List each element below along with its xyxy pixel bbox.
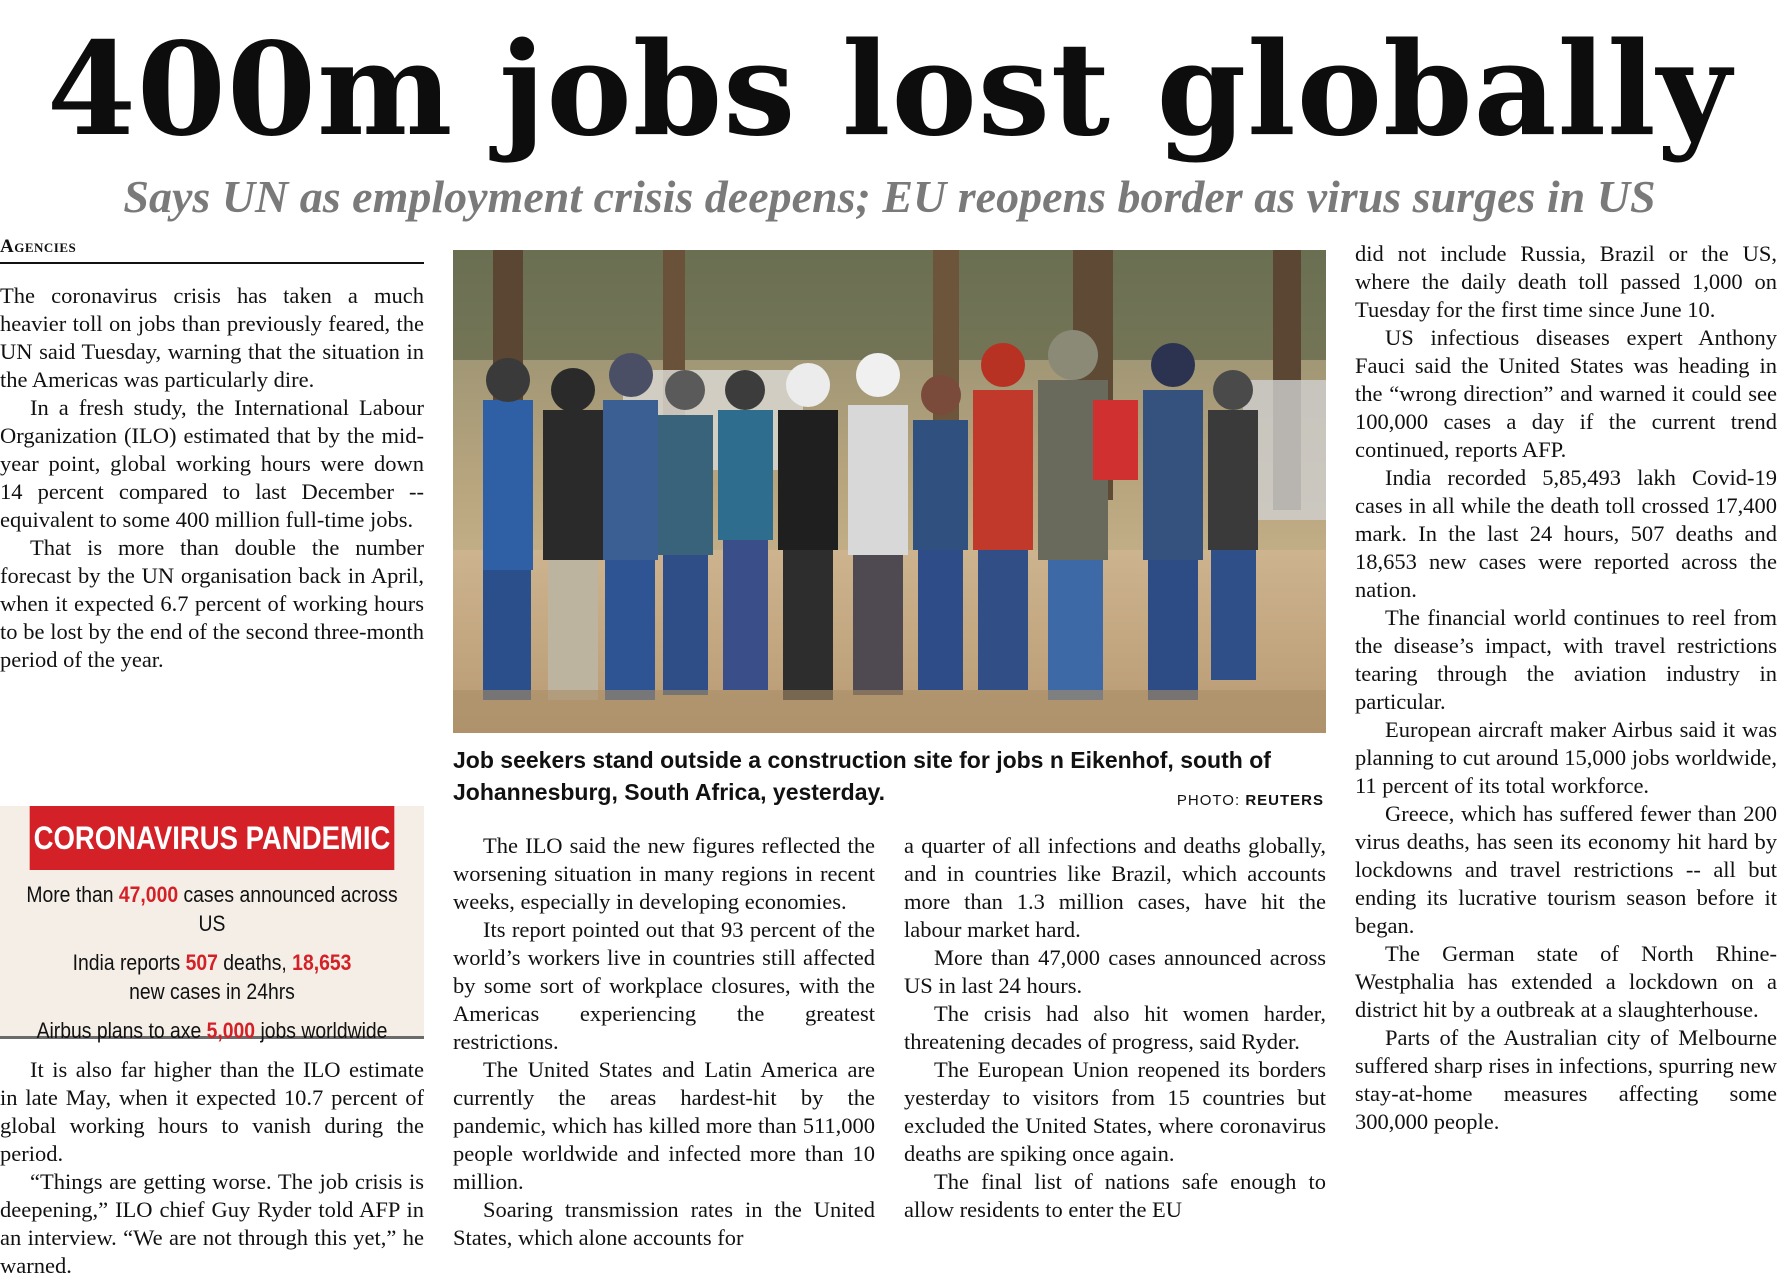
job-seekers-photo-illustration [453,250,1326,733]
paragraph: European aircraft maker Airbus said it was planning to cut around 15,000 jobs worldwide, 11 percent of its total workforce. [1355,717,1777,798]
paragraph: US infectious diseases expert Anthony Fauci said the United States was heading in the “wrong direction” and warned it could see 100,000 cases a day if the current trend continued, reports AFP. [1355,325,1777,462]
factbox-item-airbus: Airbus plans to axe 5,000 jobs worldwide [36,1018,388,1043]
paragraph: Soaring transmission rates in the United States, which alone accounts for [453,1197,875,1250]
news-photo [453,250,1326,733]
factbox-item-india: India reports 507 deaths, 18,653 new cases in 24hrs [72,950,352,1004]
paragraph: That is more than double the number forecast by the UN organisation back in April, when it expected 6.7 percent of working hours to be lost by the end of the second three-month period of the year. [0,535,424,672]
paragraph: The crisis had also hit women harder, threatening decades of progress, said Ryder. [904,1001,1326,1054]
photo-credit: PHOTO: REUTERS [1176,792,1324,809]
paragraph: The financial world continues to reel from the disease’s impact, with travel restrictions tearing through the aviation industry in particular. [1355,605,1777,714]
paragraph: The United States and Latin America are currently the areas hardest-hit by the pandemic, which has killed more than 511,000 people worldwide and infected more than 10 million. [453,1057,875,1194]
paragraph: Its report pointed out that 93 percent of the world’s workers live in countries still affected by some sort of workplace closures, with the Americas experiencing the greatest restrictions. [453,917,875,1054]
paragraph: Greece, which has suffered fewer than 200 virus deaths, has seen its economy hit hard by lockdowns and travel restrictions -- all but ending its lucrative tourism season before it began. [1355,801,1777,938]
column-2 [453,832,875,1252]
headline: 400m jobs lost globally [46,15,1733,165]
paragraph: Parts of the Australian city of Melbourne suffered sharp rises in infections, spurring new stay-at-home measures affecting some 300,000 people. [1355,1025,1777,1134]
factbox-item-us-cases: More than 47,000 cases announced across US [26,882,398,936]
paragraph: It is also far higher than the ILO estimate in late May, when it expected 10.7 percent of global working hours to vanish during the period. [0,1057,424,1166]
paragraph: The final list of nations safe enough to allow residents to enter the EU [904,1169,1326,1222]
paragraph: did not include Russia, Brazil or the US, where the daily death toll passed 1,000 on Tuesday for the first time since June 10. [1355,241,1777,322]
byline: Agencies [0,236,424,264]
column-1-bottom [0,1056,424,1280]
paragraph: In a fresh study, the International Labour Organization (ILO) estimated that by the mid-year point, global working hours were down 14 percent compared to last December -- equivalent to some 400 million full-time jobs. [0,395,424,532]
column-3 [904,832,1326,1224]
paragraph: More than 47,000 cases announced across US in last 24 hours. [904,945,1326,998]
subheadline: Says UN as employment crisis deepens; EU reopens border as virus surges in US [123,171,1656,222]
paragraph: The European Union reopened its borders yesterday to visitors from 15 countries but excluded the United States, where coronavirus deaths are spiking once again. [904,1057,1326,1166]
column-1-top [0,282,424,674]
factbox-title: CORONAVIRUS PANDEMIC [30,806,395,870]
paragraph: The coronavirus crisis has taken a much heavier toll on jobs than previously feared, the UN said Tuesday, warning that the situation in the Americas was particularly dire. [0,283,424,392]
column-4 [1355,240,1777,1136]
paragraph: The German state of North Rhine-Westphalia has extended a lockdown on a district hit by a outbreak at a slaughterhouse. [1355,941,1777,1022]
paragraph: a quarter of all infections and deaths globally, and in countries like Brazil, which accounts more than 1.3 million cases, have hit the labour market hard. [904,833,1326,942]
coronavirus-factbox [0,806,424,1043]
paragraph: India recorded 5,85,493 lakh Covid-19 cases in all while the death toll crossed 17,400 mark. In the last 24 hours, 507 deaths and 18,653 new cases were reported across the nation. [1355,465,1777,602]
paragraph: The ILO said the new figures reflected the worsening situation in many regions in recent weeks, especially in developing economies. [453,833,875,914]
photo-caption: Job seekers stand outside a construction site for jobs n Eikenhof, south of Johannesburg, South Africa, yesterday. [453,747,1271,805]
paragraph: “Things are getting worse. The job crisis is deepening,” ILO chief Guy Ryder told AFP in an interview. “We are not through this yet,” he warned. [0,1169,424,1278]
